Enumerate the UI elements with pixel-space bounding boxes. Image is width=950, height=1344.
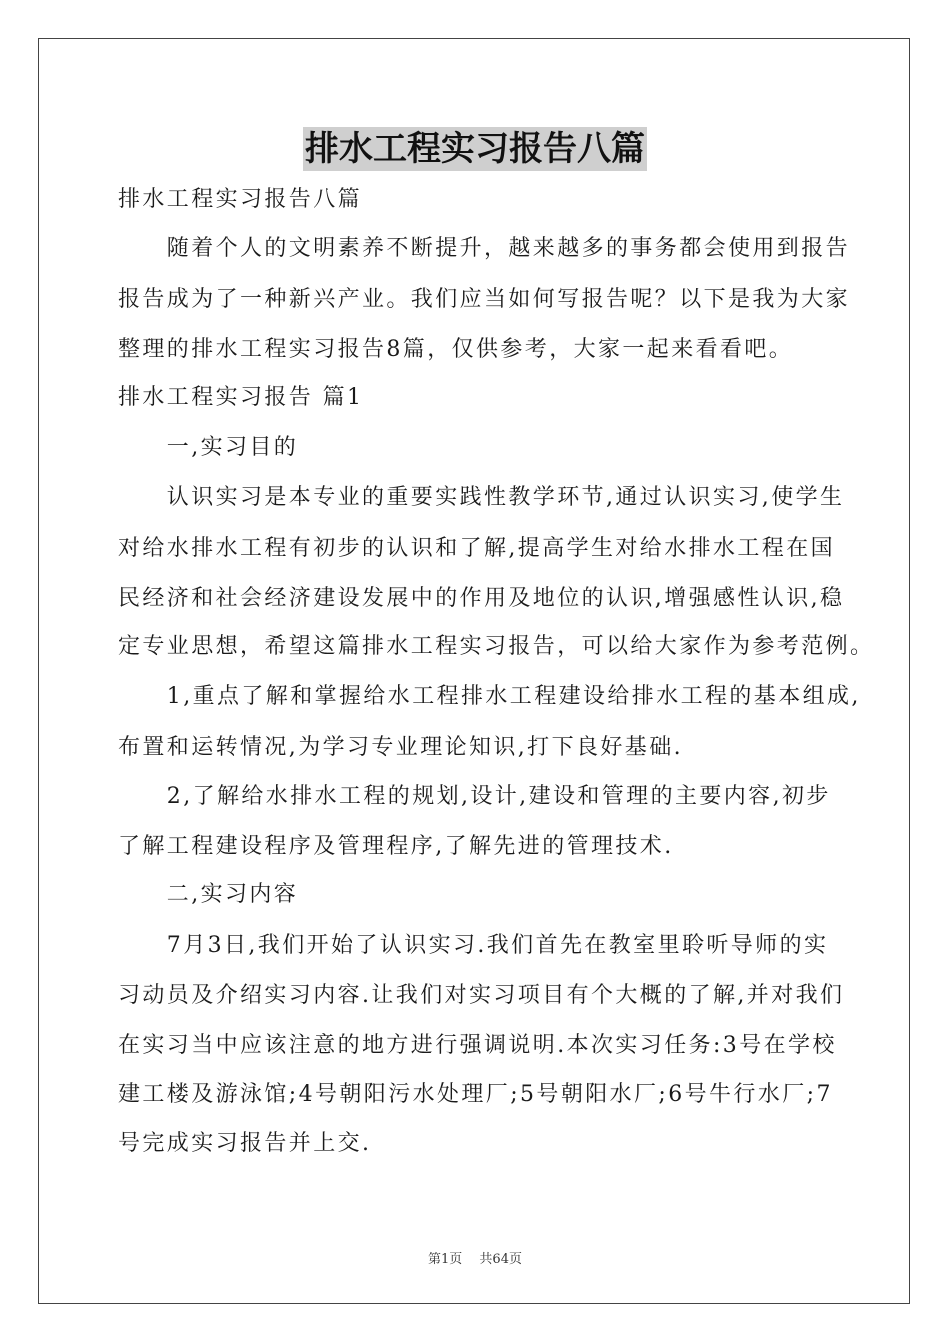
- body-line: 定专业思想，希望这篇排水工程实习报告，可以给大家作为参考范例。: [118, 634, 875, 659]
- subsection-heading: 二,实习内容: [118, 882, 299, 907]
- body-line: 布置和运转情况,为学习专业理论知识,打下良好基础.: [118, 735, 683, 760]
- body-line: 认识实习是本专业的重要实践性教学环节,通过认识实习,使学生: [118, 485, 845, 510]
- body-line: 整理的排水工程实习报告8篇，仅供参考，大家一起来看看吧。: [118, 337, 794, 362]
- page-footer: 第1页 共64页: [428, 1252, 522, 1267]
- body-line: 建工楼及游泳馆;4号朝阳污水处理厂;5号朝阳水厂;6号牛行水厂;7: [118, 1082, 833, 1107]
- body-line: 1,重点了解和掌握给水工程排水工程建设给排水工程的基本组成,: [118, 684, 861, 709]
- subtitle-line: 排水工程实习报告八篇: [118, 187, 363, 212]
- body-line: 报告成为了一种新兴产业。我们应当如何写报告呢？以下是我为大家: [118, 287, 851, 312]
- body-line: 号完成实习报告并上交.: [118, 1131, 372, 1156]
- page-border: [38, 38, 910, 1304]
- body-line: 了解工程建设程序及管理程序,了解先进的管理技术.: [118, 834, 674, 859]
- body-line: 2,了解给水排水工程的规划,设计,建设和管理的主要内容,初步: [118, 784, 831, 809]
- body-line: 对给水排水工程有初步的认识和了解,提高学生对给水排水工程在国: [118, 536, 835, 561]
- title-wrap: [0, 127, 950, 171]
- section-heading: 排水工程实习报告 篇1: [118, 385, 364, 410]
- body-line: 在实习当中应该注意的地方进行强调说明.本次实习任务:3号在学校: [118, 1033, 837, 1058]
- body-line: 7月3日,我们开始了认识实习.我们首先在教室里聆听导师的实: [118, 933, 829, 958]
- subsection-heading: 一,实习目的: [118, 435, 299, 460]
- document-title: 排水工程实习报告八篇: [305, 129, 645, 169]
- body-line: 民经济和社会经济建设发展中的作用及地位的认识,增强感性认识,稳: [118, 586, 845, 611]
- body-line: 随着个人的文明素养不断提升，越来越多的事务都会使用到报告: [118, 236, 851, 261]
- body-line: 习动员及介绍实习内容.让我们对实习项目有个大概的了解,并对我们: [118, 983, 845, 1008]
